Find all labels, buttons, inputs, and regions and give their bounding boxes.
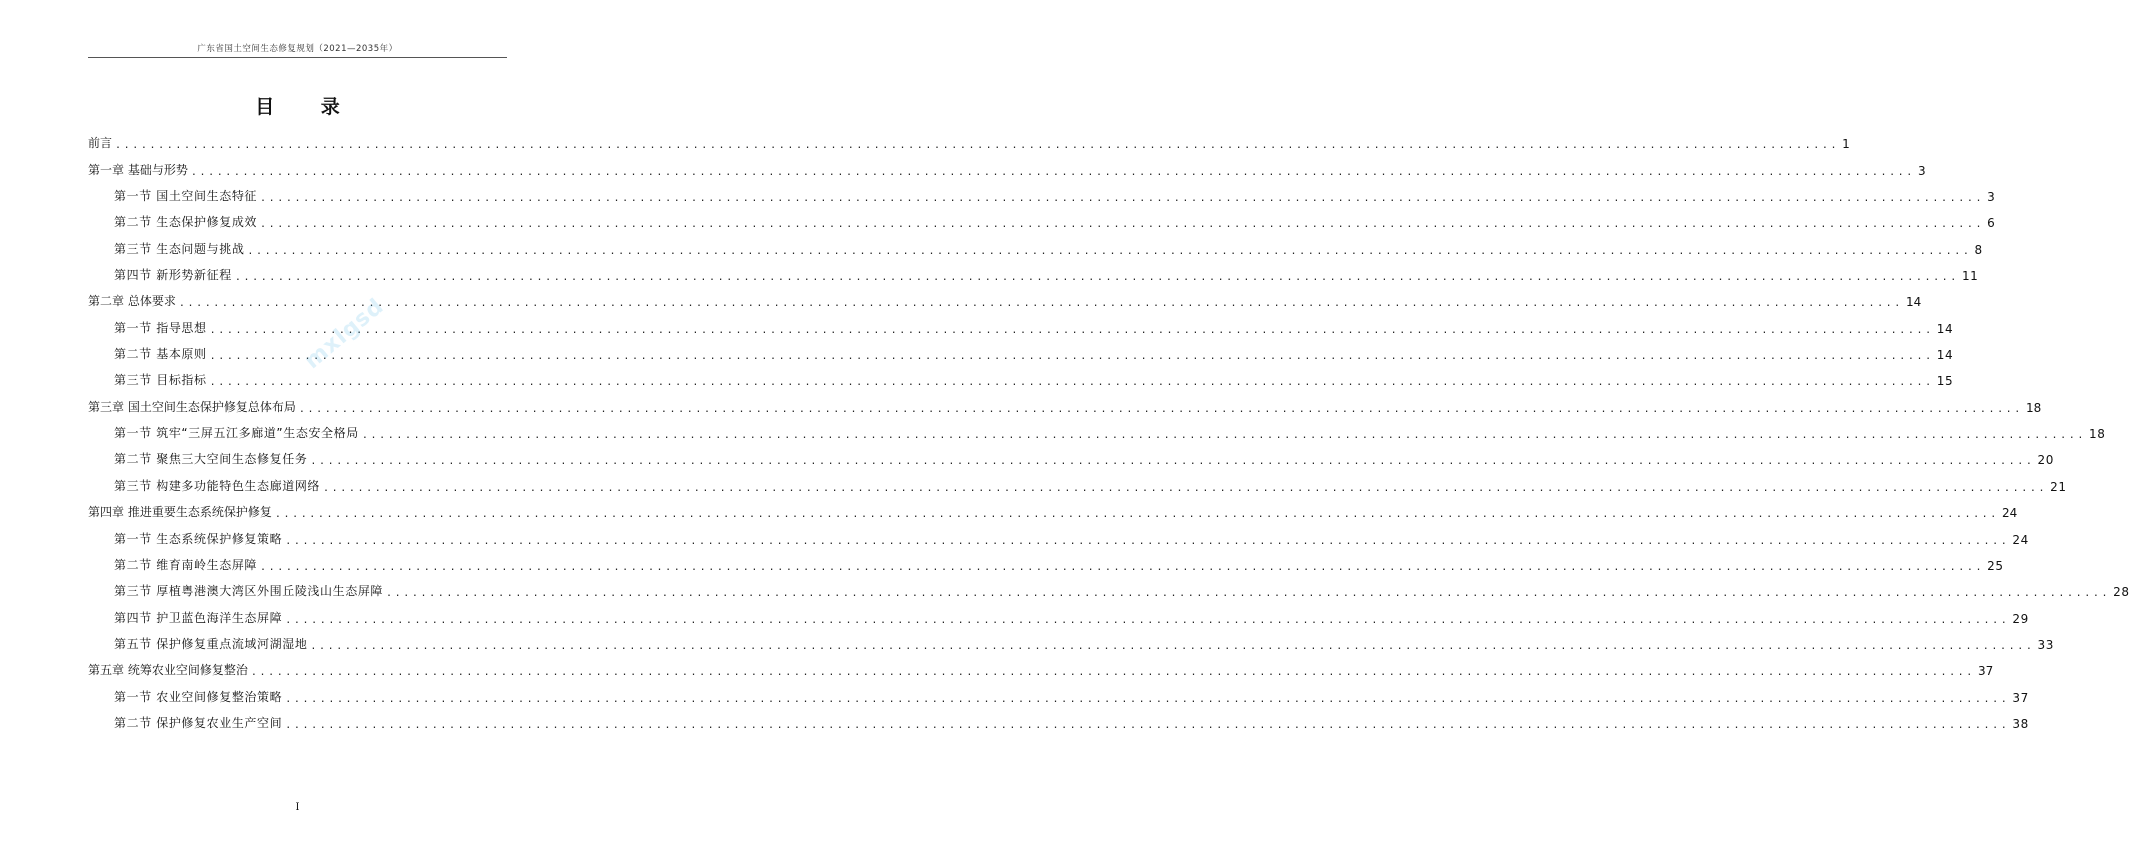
toc-entry-label: 第二节 基本原则 (114, 347, 207, 362)
toc-dot-leader: ........................................................................................................................................................................................................ (247, 245, 1972, 257)
toc-page-number: 18 (2025, 400, 2042, 415)
toc-page-number: 37 (1977, 664, 1994, 679)
toc-dot-leader: ........................................................................................................................................................................................................ (260, 219, 1985, 231)
toc-page-number: 3 (1987, 190, 1996, 205)
toc-page-number: 14 (1936, 348, 1954, 363)
toc-entry-label: 第一章 基础与形势 (88, 162, 188, 177)
toc-entry-label: 第二节 聚焦三大空间生态修复任务 (114, 452, 308, 467)
toc-dot-leader: ........................................................................................................................................................................................................ (323, 482, 2048, 494)
toc-dot-leader: ........................................................................................................................................................................................................ (285, 719, 2010, 731)
toc-entry-label: 第一节 农业空间修复整治策略 (114, 689, 283, 704)
toc-entry-label: 第四章 推进重要生态系统保护修复 (88, 505, 272, 520)
toc-entry-label: 第四节 新形势新征程 (114, 268, 232, 283)
toc-entry-label: 第三章 国土空间生态保护修复总体布局 (88, 399, 296, 414)
page-title: 目 录 (255, 96, 360, 118)
toc-dot-leader: ........................................................................................................................................................................................................ (234, 272, 1959, 284)
toc-entry-label: 第五章 统筹农业空间修复整治 (88, 663, 248, 678)
toc-page-number: 14 (1905, 295, 1922, 310)
toc-dot-leader: ........................................................................................................................................................................................................ (115, 140, 1840, 152)
toc-entry-label: 第二节 生态保护修复成效 (114, 215, 258, 230)
watermark: mxlgsd (300, 293, 390, 375)
toc-page-number: 29 (2012, 611, 2029, 626)
toc-dot-leader: ........................................................................................................................................................................................................ (190, 166, 1915, 178)
toc-dot-leader: ........................................................................................................................................................................................................ (285, 614, 2010, 626)
toc-dot-leader: ........................................................................................................................................................................................................ (274, 509, 1999, 521)
page-number: I (295, 802, 300, 813)
toc-entry-label: 第一节 生态系统保护修复策略 (114, 531, 283, 546)
toc-dot-leader: ........................................................................................................................................................................................................ (260, 561, 1985, 573)
toc-entry-label: 第四节 护卫蓝色海洋生态屏障 (114, 610, 283, 625)
toc-dot-leader: ........................................................................................................................................................................................................ (285, 535, 2010, 547)
toc-entry-label: 第一节 指导思想 (114, 320, 207, 335)
toc-section-entry[interactable] (88, 678, 2029, 705)
toc-page-number: 6 (1987, 216, 1996, 231)
toc-entry-label: 第二节 维育南岭生态屏障 (114, 557, 258, 572)
header-divider (88, 57, 507, 58)
toc-dot-leader: ........................................................................................................................................................................................................ (250, 667, 1975, 679)
toc-page-number: 15 (1936, 374, 1954, 389)
toc-entry-label: 第一节 筑牢“三屏五江多廊道”生态安全格局 (114, 426, 359, 441)
toc-dot-leader: ........................................................................................................................................................................................................ (361, 430, 2086, 442)
toc-chapter-entry[interactable] (88, 283, 1922, 310)
toc-page-number: 33 (2037, 637, 2055, 652)
toc-dot-leader: ........................................................................................................................................................................................................ (260, 193, 1985, 205)
toc-page-number: 28 (2113, 585, 2130, 600)
toc-chapter-entry[interactable] (88, 494, 2018, 521)
toc-dot-leader: ........................................................................................................................................................................................................ (386, 588, 2111, 600)
toc-page-number: 38 (2012, 716, 2029, 731)
toc-chapter-entry[interactable] (88, 151, 1926, 178)
toc-dot-leader: ........................................................................................................................................................................................................ (285, 693, 2010, 705)
toc-entry-label: 前言 (88, 136, 113, 151)
toc-section-entry[interactable] (88, 547, 2004, 573)
toc-entry-label: 第一节 国土空间生态特征 (114, 189, 258, 204)
toc-entry-label: 第三节 构建多功能特色生态廊道网络 (114, 478, 321, 493)
toc-section-entry[interactable] (88, 336, 1954, 363)
toc-page-number: 3 (1917, 163, 1926, 178)
toc-dot-leader: ........................................................................................................................................................................................................ (298, 403, 2023, 415)
toc-section-entry[interactable] (88, 520, 2029, 547)
toc-entry-label: 第三节 生态问题与挑战 (114, 241, 245, 256)
toc-page-number: 37 (2012, 690, 2029, 705)
toc-page-number: 18 (2088, 427, 2106, 442)
running-header: 广东省国土空间生态修复规划（2021—2035年） (197, 44, 398, 54)
toc-section-entry[interactable] (88, 309, 1954, 336)
toc-section-entry[interactable] (88, 705, 2029, 731)
toc-chapter-entry[interactable] (88, 388, 2042, 415)
toc-section-entry[interactable] (88, 626, 2055, 652)
toc-section-entry[interactable] (88, 467, 2067, 494)
toc-chapter-entry[interactable] (88, 125, 1850, 152)
toc-section-entry[interactable] (88, 441, 2055, 468)
toc-page-number: 25 (1987, 558, 2004, 573)
toc-page-number: 14 (1936, 321, 1954, 336)
table-of-contents (88, 125, 2130, 731)
toc-section-entry[interactable] (88, 362, 1954, 389)
toc-page-number: 24 (2012, 532, 2029, 547)
toc-section-entry[interactable] (88, 415, 2106, 442)
toc-entry-label: 第二章 总体要求 (88, 294, 176, 309)
toc-entry-label: 第三节 目标指标 (114, 373, 207, 388)
toc-section-entry[interactable] (88, 573, 2130, 600)
toc-section-entry[interactable] (88, 257, 1979, 284)
toc-chapter-entry[interactable] (88, 652, 1994, 679)
toc-entry-label: 第三节 厚植粤港澳大湾区外围丘陵浅山生态屏障 (114, 584, 384, 599)
toc-dot-leader: ........................................................................................................................................................................................................ (310, 640, 2035, 652)
toc-page-number: 20 (2037, 453, 2055, 468)
toc-page-number: 24 (2001, 506, 2018, 521)
toc-dot-leader: ........................................................................................................................................................................................................ (209, 377, 1934, 389)
toc-section-entry[interactable] (88, 204, 1996, 231)
toc-section-entry[interactable] (88, 178, 1996, 205)
toc-entry-label: 第二节 保护修复农业生产空间 (114, 715, 283, 730)
toc-page-number: 11 (1961, 269, 1979, 284)
toc-page-number: 1 (1842, 137, 1850, 152)
toc-dot-leader: ........................................................................................................................................................................................................ (178, 298, 1903, 310)
toc-section-entry[interactable] (88, 230, 1983, 257)
toc-section-entry[interactable] (88, 599, 2029, 626)
toc-dot-leader: ........................................................................................................................................................................................................ (310, 456, 2035, 468)
toc-dot-leader: ........................................................................................................................................................................................................ (209, 351, 1934, 363)
toc-page-number: 8 (1974, 242, 1983, 257)
toc-page-number: 21 (2050, 479, 2067, 494)
toc-entry-label: 第五节 保护修复重点流域河湖湿地 (114, 636, 308, 651)
toc-dot-leader: ........................................................................................................................................................................................................ (209, 324, 1934, 336)
